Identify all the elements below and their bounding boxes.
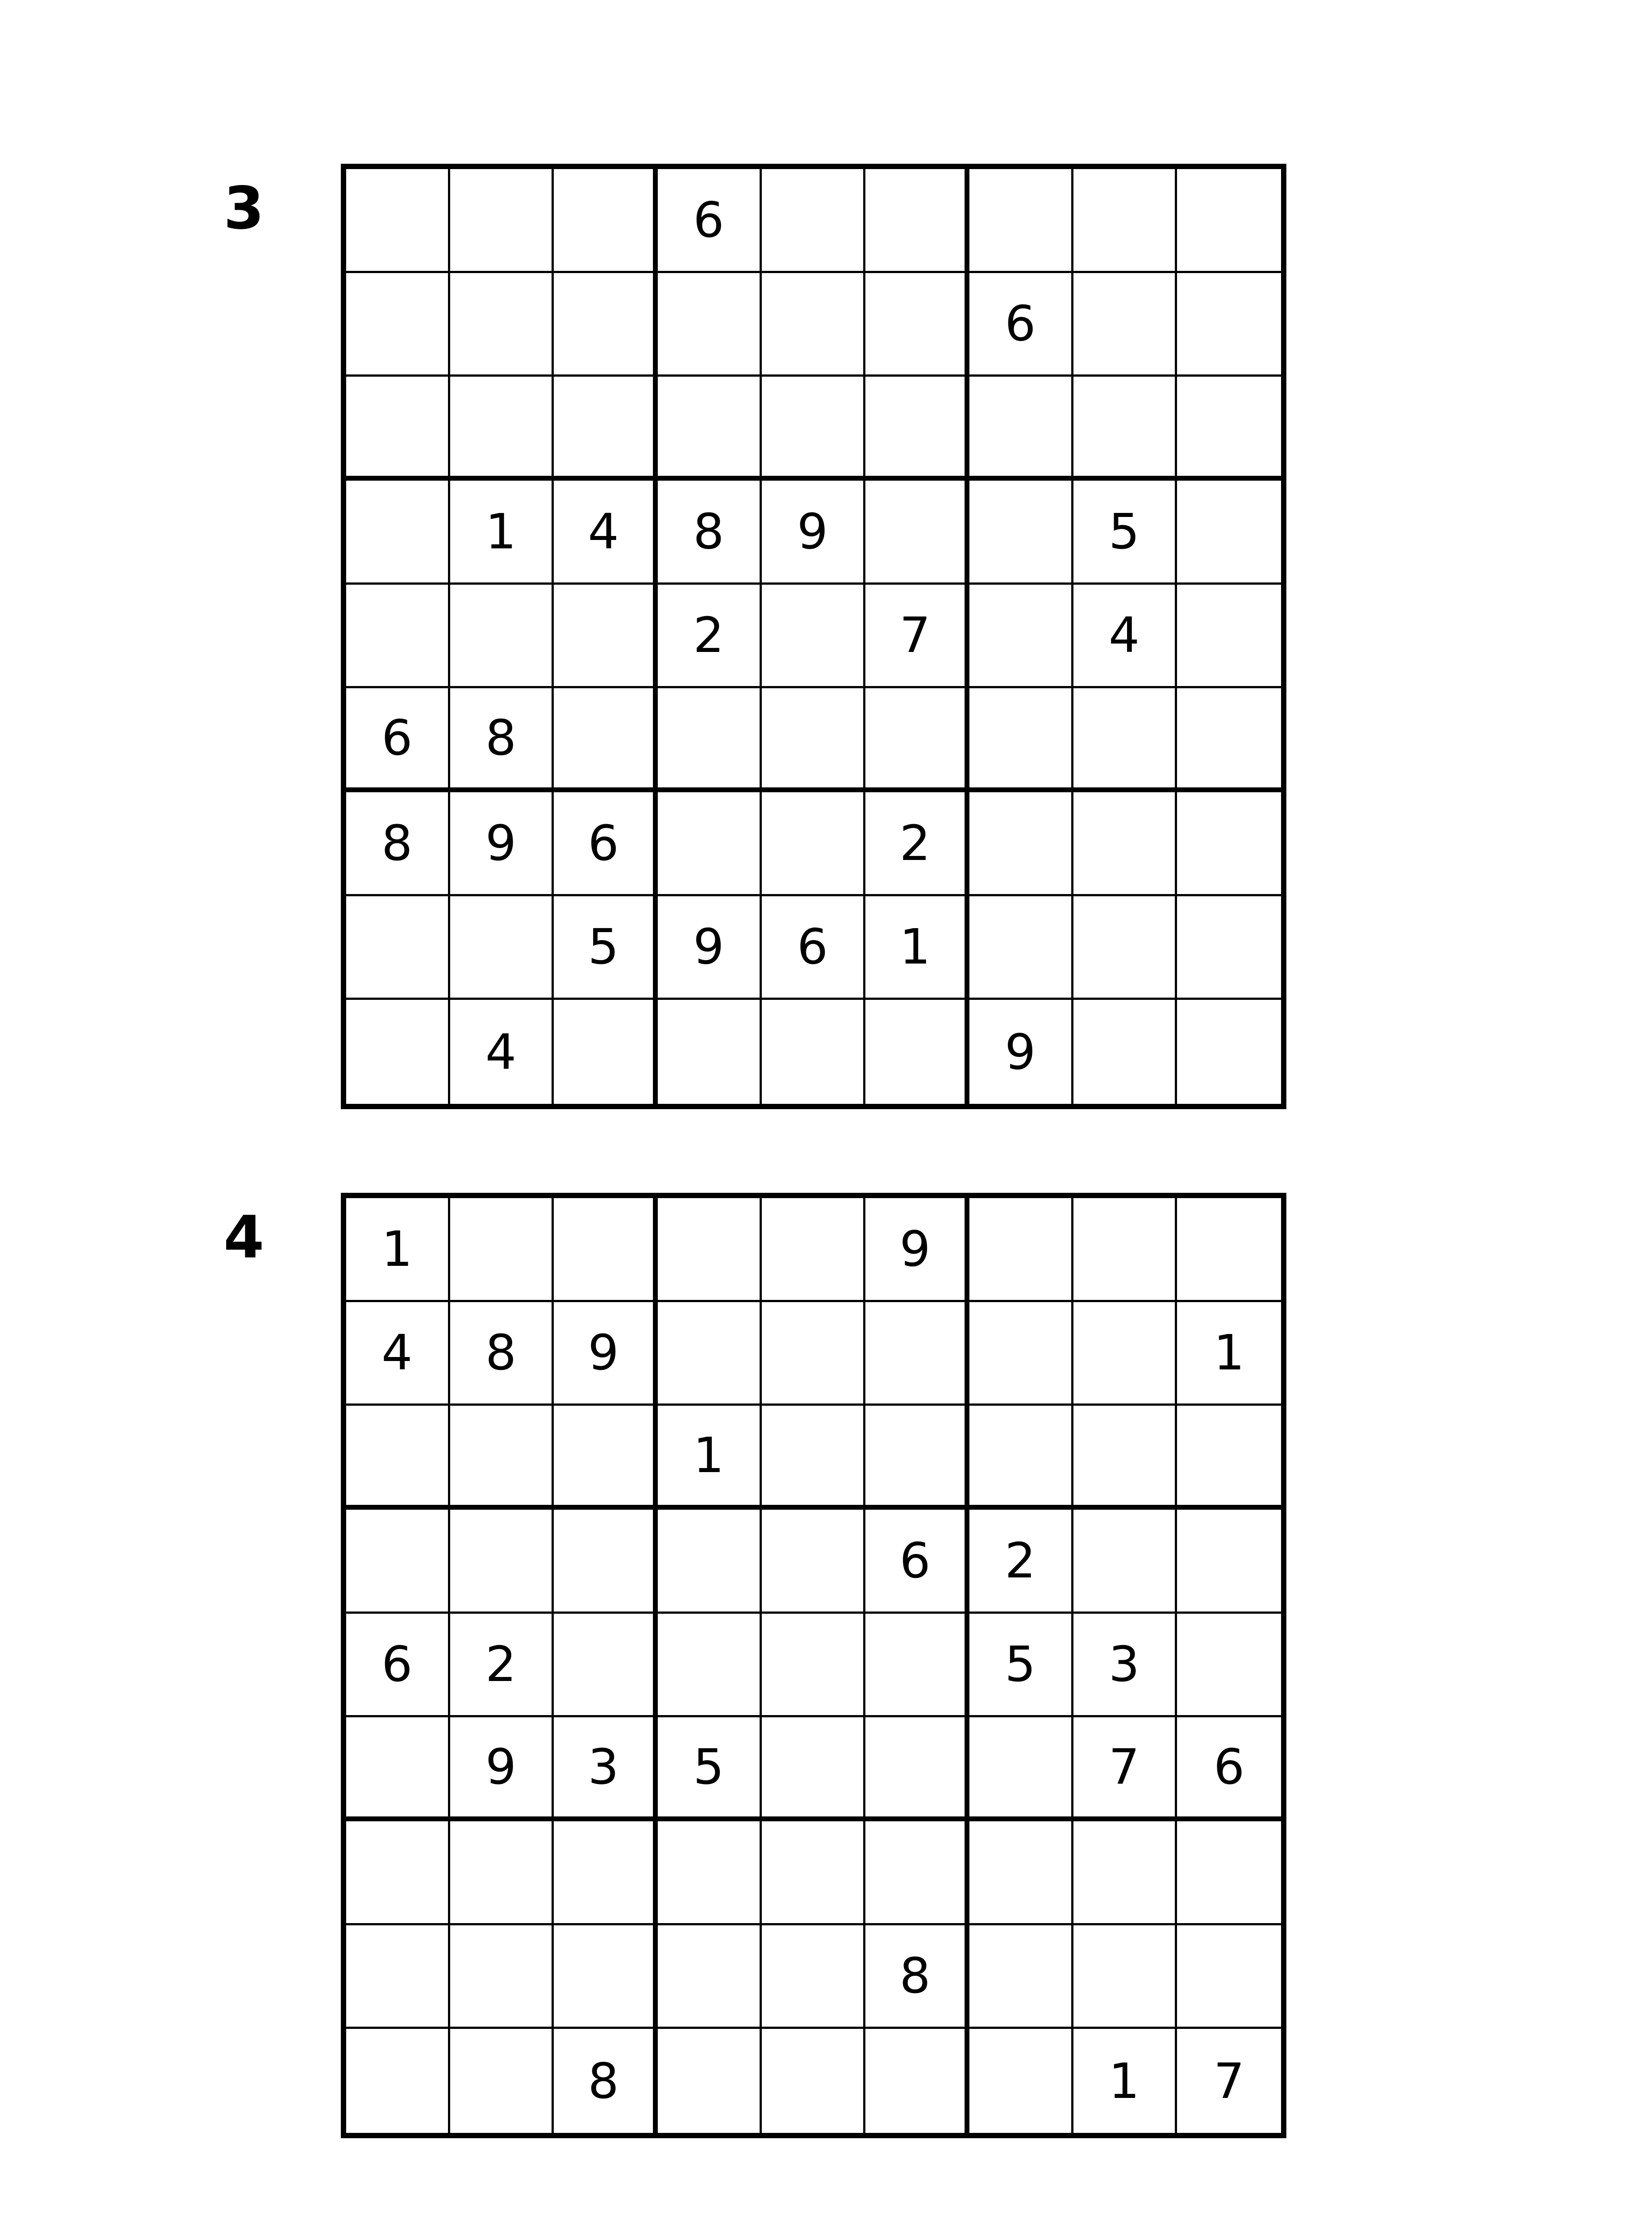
sudoku-cell[interactable] xyxy=(450,896,554,1000)
sudoku-cell[interactable] xyxy=(969,585,1073,689)
sudoku-cell[interactable] xyxy=(1073,688,1177,792)
sudoku-cell[interactable] xyxy=(554,585,658,689)
sudoku-cell[interactable]: 5 xyxy=(1073,481,1177,585)
sudoku-cell[interactable] xyxy=(1073,169,1177,273)
sudoku-cell[interactable] xyxy=(450,2029,554,2133)
sudoku-cell[interactable] xyxy=(762,169,866,273)
sudoku-cell[interactable]: 5 xyxy=(554,896,658,1000)
sudoku-cell[interactable] xyxy=(1073,1510,1177,1614)
sudoku-cell[interactable]: 1 xyxy=(450,481,554,585)
sudoku-cell[interactable] xyxy=(969,1717,1073,1821)
sudoku-cell[interactable]: 4 xyxy=(1073,585,1177,689)
sudoku-cell[interactable]: 9 xyxy=(658,896,762,1000)
sudoku-cell[interactable] xyxy=(1073,1406,1177,1510)
sudoku-cell[interactable] xyxy=(658,688,762,792)
sudoku-cell[interactable] xyxy=(762,1198,866,1302)
sudoku-cell[interactable] xyxy=(969,1302,1073,1406)
sudoku-cell[interactable]: 6 xyxy=(346,688,450,792)
sudoku-grid-3 xyxy=(341,164,1286,1109)
sudoku-cell[interactable] xyxy=(658,1925,762,2029)
sudoku-cell[interactable]: 7 xyxy=(1213,2052,1245,2109)
sudoku-cell[interactable] xyxy=(762,1000,866,1104)
sudoku-cell[interactable] xyxy=(1073,273,1177,377)
sudoku-cell[interactable]: 4 xyxy=(554,481,658,585)
sudoku-cell[interactable] xyxy=(762,688,866,792)
sudoku-cell[interactable] xyxy=(865,1406,969,1510)
sudoku-cell[interactable] xyxy=(1177,1821,1281,1925)
sudoku-cell[interactable]: 6 xyxy=(346,1614,450,1718)
sudoku-cell[interactable] xyxy=(554,1406,658,1510)
sudoku-cell[interactable] xyxy=(969,481,1073,585)
sudoku-cell[interactable] xyxy=(1177,1925,1281,2029)
sudoku-cell[interactable] xyxy=(450,1198,554,1302)
sudoku-cell[interactable]: 4 xyxy=(346,1302,450,1406)
sudoku-cell[interactable] xyxy=(1177,1406,1281,1510)
sudoku-cell[interactable] xyxy=(658,273,762,377)
sudoku-cell[interactable] xyxy=(554,688,658,792)
sudoku-cell[interactable] xyxy=(865,688,969,792)
sudoku-cell[interactable] xyxy=(658,1198,762,1302)
sudoku-cell[interactable]: 8 xyxy=(346,792,450,896)
sudoku-cell[interactable] xyxy=(762,377,866,481)
sudoku-cell[interactable] xyxy=(865,1821,969,1925)
sudoku-cell[interactable]: 1 xyxy=(658,1406,762,1510)
sudoku-cell[interactable] xyxy=(1177,377,1281,481)
sudoku-cell[interactable] xyxy=(762,2029,866,2133)
sudoku-cell[interactable] xyxy=(865,1614,969,1718)
sudoku-cell[interactable]: 9 xyxy=(450,792,554,896)
sudoku-cell[interactable]: 9 xyxy=(969,1000,1073,1104)
sudoku-cell[interactable] xyxy=(346,1821,450,1925)
sudoku-cell[interactable] xyxy=(346,896,450,1000)
sudoku-cell[interactable] xyxy=(762,1406,866,1510)
sudoku-cell[interactable] xyxy=(346,2029,450,2133)
sudoku-cell[interactable] xyxy=(865,481,969,585)
sudoku-cell[interactable]: 9 xyxy=(554,1302,658,1406)
sudoku-cell[interactable] xyxy=(762,1614,866,1718)
sudoku-cell[interactable]: 2 xyxy=(658,585,762,689)
sudoku-cell[interactable] xyxy=(554,1925,658,2029)
sudoku-cell[interactable]: 6 xyxy=(1177,1717,1281,1821)
sudoku-cell[interactable] xyxy=(554,1821,658,1925)
sudoku-cell[interactable] xyxy=(1177,1198,1281,1302)
sudoku-cell[interactable] xyxy=(658,1614,762,1718)
sudoku-cell[interactable]: 1 xyxy=(1073,2029,1177,2133)
sudoku-cell[interactable] xyxy=(762,792,866,896)
sudoku-cell[interactable] xyxy=(762,1821,866,1925)
sudoku-cell[interactable] xyxy=(346,1925,450,2029)
sudoku-cell[interactable] xyxy=(346,169,450,273)
sudoku-cell[interactable] xyxy=(1177,273,1281,377)
sudoku-cell[interactable]: 9 xyxy=(762,481,866,585)
sudoku-cell[interactable] xyxy=(554,377,658,481)
sudoku-cell[interactable] xyxy=(1073,377,1177,481)
sudoku-cell[interactable]: 2 xyxy=(450,1614,554,1718)
sudoku-cell[interactable] xyxy=(762,1302,866,1406)
sudoku-cell[interactable]: 8 xyxy=(865,1925,969,2029)
sudoku-cell[interactable] xyxy=(969,169,1073,273)
sudoku-cell[interactable]: 6 xyxy=(658,169,762,273)
sudoku-cell[interactable] xyxy=(1177,896,1281,1000)
sudoku-cell[interactable] xyxy=(762,1925,866,2029)
sudoku-cell[interactable] xyxy=(450,1510,554,1614)
sudoku-grid-4 xyxy=(341,1193,1286,2138)
sudoku-cell[interactable] xyxy=(658,1821,762,1925)
sudoku-cell[interactable]: 3 xyxy=(1073,1614,1177,1718)
sudoku-cell[interactable]: 7 xyxy=(1073,1717,1177,1821)
sudoku-cell[interactable]: 3 xyxy=(554,1717,658,1821)
sudoku-cell[interactable]: 6 xyxy=(554,792,658,896)
sudoku-cell[interactable] xyxy=(969,1925,1073,2029)
sudoku-cell[interactable] xyxy=(1073,792,1177,896)
sudoku-cell[interactable] xyxy=(450,1821,554,1925)
sudoku-cell[interactable] xyxy=(346,273,450,377)
puzzle-number-4: 4 xyxy=(224,1203,264,1272)
sudoku-cell[interactable] xyxy=(1177,688,1281,792)
sudoku-cell[interactable] xyxy=(1177,1000,1281,1104)
sudoku-cell[interactable] xyxy=(762,1510,866,1614)
sudoku-cell[interactable] xyxy=(969,688,1073,792)
sudoku-cell[interactable] xyxy=(346,1717,450,1821)
sudoku-cell[interactable] xyxy=(1073,1302,1177,1406)
sudoku-cell[interactable] xyxy=(346,377,450,481)
sudoku-cell[interactable] xyxy=(346,1510,450,1614)
sudoku-cell[interactable]: 1 xyxy=(865,896,969,1000)
sudoku-cell[interactable] xyxy=(554,273,658,377)
sudoku-cell[interactable] xyxy=(450,1406,554,1510)
sudoku-cell[interactable] xyxy=(865,1302,969,1406)
sudoku-cell[interactable] xyxy=(450,585,554,689)
sudoku-cell[interactable]: 9 xyxy=(865,1198,969,1302)
sudoku-cell[interactable]: 8 xyxy=(658,481,762,585)
sudoku-cell[interactable]: 7 xyxy=(865,585,969,689)
sudoku-cell[interactable]: 2 xyxy=(969,1510,1073,1614)
sudoku-cell[interactable]: 2 xyxy=(865,792,969,896)
puzzle-number-3: 3 xyxy=(224,174,264,243)
sudoku-cell[interactable] xyxy=(865,273,969,377)
sudoku-cell[interactable] xyxy=(969,896,1073,1000)
sudoku-cell[interactable] xyxy=(969,792,1073,896)
sudoku-cell[interactable]: 8 xyxy=(450,688,554,792)
sudoku-cell[interactable] xyxy=(1177,1614,1281,1718)
sudoku-cell[interactable]: 6 xyxy=(762,896,866,1000)
sudoku-cell[interactable] xyxy=(762,585,866,689)
sudoku-cell[interactable] xyxy=(969,2029,1073,2133)
sudoku-cell[interactable]: 4 xyxy=(450,1000,554,1104)
sudoku-cell[interactable] xyxy=(554,1198,658,1302)
sudoku-cell[interactable]: 9 xyxy=(450,1717,554,1821)
sudoku-cell[interactable]: 1 xyxy=(346,1198,450,1302)
sudoku-cell[interactable] xyxy=(450,273,554,377)
sudoku-cell[interactable] xyxy=(1073,1198,1177,1302)
sudoku-cell[interactable] xyxy=(1073,1821,1177,1925)
sudoku-cell[interactable] xyxy=(658,1000,762,1104)
sudoku-cell[interactable]: 6 xyxy=(865,1510,969,1614)
sudoku-cell[interactable] xyxy=(346,1406,450,1510)
sudoku-cell[interactable] xyxy=(1073,896,1177,1000)
sudoku-cell[interactable] xyxy=(1073,1000,1177,1104)
sudoku-cell[interactable] xyxy=(658,2029,762,2133)
sudoku-cell[interactable] xyxy=(346,481,450,585)
sudoku-cell[interactable] xyxy=(554,1614,658,1718)
sudoku-cell[interactable] xyxy=(658,1302,762,1406)
sudoku-cell[interactable] xyxy=(969,1198,1073,1302)
sudoku-cell[interactable]: 5 xyxy=(658,1717,762,1821)
sudoku-cell[interactable]: 6 xyxy=(969,273,1073,377)
sudoku-cell[interactable] xyxy=(969,1406,1073,1510)
sudoku-cell[interactable] xyxy=(450,377,554,481)
sudoku-cell[interactable] xyxy=(450,1925,554,2029)
sudoku-cell[interactable] xyxy=(865,2029,969,2133)
sudoku-cell[interactable] xyxy=(1177,1510,1281,1614)
sudoku-cell[interactable]: 1 xyxy=(1177,1302,1281,1406)
sudoku-cell[interactable] xyxy=(865,169,969,273)
sudoku-cell[interactable] xyxy=(1177,585,1281,689)
sudoku-cell[interactable] xyxy=(658,792,762,896)
sudoku-cell[interactable] xyxy=(554,1000,658,1104)
sudoku-cell[interactable] xyxy=(969,1821,1073,1925)
sudoku-cell[interactable] xyxy=(762,273,866,377)
sudoku-cell[interactable]: 5 xyxy=(969,1614,1073,1718)
sudoku-cell[interactable] xyxy=(1177,481,1281,585)
sudoku-cell[interactable] xyxy=(969,377,1073,481)
sudoku-cell[interactable] xyxy=(1177,792,1281,896)
sudoku-cell[interactable] xyxy=(865,377,969,481)
sudoku-cell[interactable] xyxy=(554,1510,658,1614)
sudoku-cell[interactable]: 8 xyxy=(450,1302,554,1406)
sudoku-cell[interactable] xyxy=(1177,169,1281,273)
sudoku-cell[interactable] xyxy=(554,169,658,273)
sudoku-cell[interactable] xyxy=(1073,1925,1177,2029)
sudoku-cell[interactable] xyxy=(865,1000,969,1104)
sudoku-cell[interactable] xyxy=(450,169,554,273)
sudoku-cell[interactable] xyxy=(346,585,450,689)
sudoku-cell[interactable] xyxy=(658,377,762,481)
sudoku-cell[interactable]: 8 xyxy=(554,2029,658,2133)
sudoku-cell[interactable] xyxy=(762,1717,866,1821)
sudoku-cell[interactable] xyxy=(865,1717,969,1821)
sudoku-cell[interactable] xyxy=(658,1510,762,1614)
sudoku-cell[interactable] xyxy=(346,1000,450,1104)
